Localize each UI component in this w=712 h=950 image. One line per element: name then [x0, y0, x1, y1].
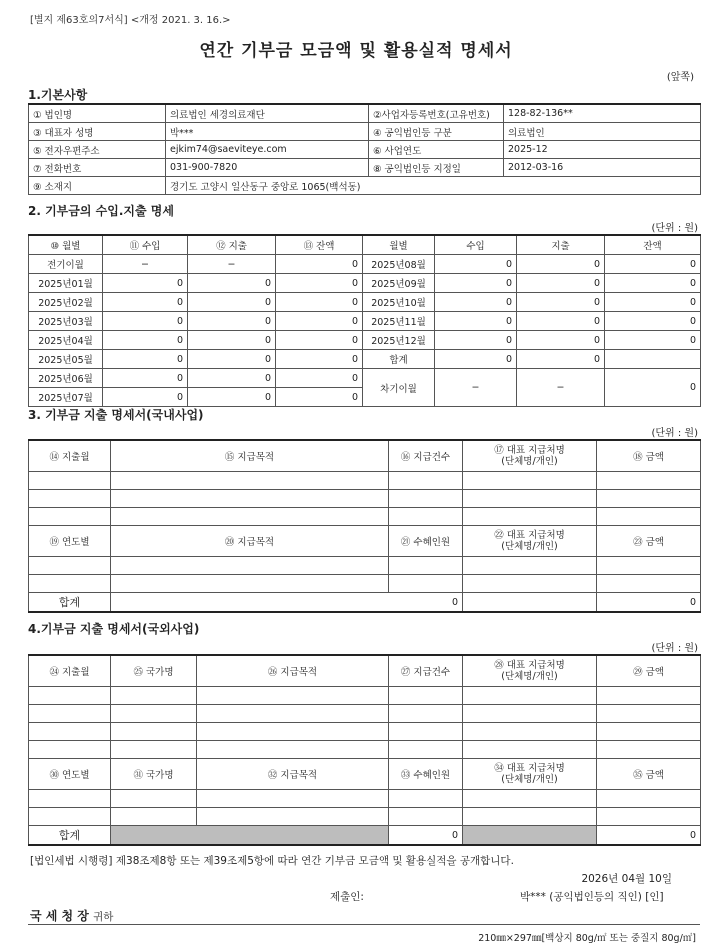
domestic-row: [29, 472, 701, 490]
month-cell: 2025년06월: [29, 369, 103, 388]
empty-cell: [29, 790, 111, 808]
amount-cell: 0: [517, 255, 605, 274]
empty-cell: [597, 790, 701, 808]
column-header: ㉜ 지급목적: [197, 759, 389, 790]
field-value: 의료법인: [504, 123, 701, 141]
front-side-label: (앞쪽): [666, 72, 694, 83]
empty-cell: [29, 490, 111, 508]
column-header: [463, 759, 597, 790]
amount-cell: 0: [605, 293, 701, 312]
overseas-header-row: [29, 759, 701, 790]
domestic-header-row: [29, 440, 701, 472]
empty-cell: [389, 808, 463, 826]
recipient-name: 국 세 청 장: [30, 909, 89, 923]
column-header: ㉖ 지급목적: [197, 655, 389, 687]
field-value: 031-900-7820: [166, 159, 369, 177]
empty-cell: [111, 687, 197, 705]
section-overseas-heading: 4.기부금 지출 명세서(국외사업): [28, 622, 200, 636]
domestic-header-row: [29, 526, 701, 557]
month-cell: 2025년10월: [363, 293, 435, 312]
amount-cell: 0: [188, 369, 276, 388]
column-header: ㉕ 국가명: [111, 655, 197, 687]
column-header: [463, 526, 597, 557]
empty-cell: [389, 741, 463, 759]
amount-cell: 0: [188, 350, 276, 369]
amount-cell: 0: [435, 274, 517, 293]
form-code: [별지 제63호의7서식] <개정 2021. 3. 16.>: [30, 15, 231, 26]
column-header: ⑭ 지출월: [29, 440, 111, 472]
empty-cell: [29, 741, 111, 759]
header-line: (단체명/개인): [501, 541, 558, 552]
column-header: 월별: [363, 235, 435, 255]
empty-cell: [597, 472, 701, 490]
amount-cell: 0: [276, 350, 363, 369]
carry-label: 차기이월: [363, 369, 435, 407]
overseas-row: [29, 808, 701, 826]
amount-cell: 0: [605, 331, 701, 350]
amount-cell: 0: [276, 388, 363, 407]
total-count: 0: [111, 593, 463, 613]
empty-cell: [463, 508, 597, 526]
empty-cell: [29, 808, 111, 826]
empty-cell: [389, 557, 463, 575]
empty-cell: [197, 723, 389, 741]
overseas-header-row: [29, 655, 701, 687]
empty-cell: [463, 557, 597, 575]
domestic-row: [29, 557, 701, 575]
amount-cell: 0: [276, 331, 363, 350]
carry-expense: −: [517, 369, 605, 407]
section-domestic-heading: 3. 기부금 지출 명세서(국내사업): [28, 408, 204, 422]
empty-cell: [597, 723, 701, 741]
total-count: 0: [389, 826, 463, 846]
recipient: [30, 907, 113, 924]
paper-spec: 210㎜×297㎜[백상지 80g/㎡ 또는 중질지 80g/㎡]: [478, 933, 696, 944]
field-label: ④ 공익법인등 구분: [369, 123, 504, 141]
header-line: ㉒ 대표 지급처명: [494, 530, 565, 541]
column-header: [463, 440, 597, 472]
amount-cell: 0: [605, 274, 701, 293]
amount-cell: 0: [103, 293, 188, 312]
empty-cell: [463, 687, 597, 705]
month-cell: 2025년05월: [29, 350, 103, 369]
amount-cell: 0: [435, 293, 517, 312]
domestic-total-row: [29, 593, 701, 613]
amount-cell: 0: [188, 388, 276, 407]
month-cell: 2025년12월: [363, 331, 435, 350]
basic-row: [29, 159, 701, 177]
empty-cell: [463, 723, 597, 741]
empty-cell: [463, 593, 597, 613]
column-header: ㉚ 연도별: [29, 759, 111, 790]
amount-cell: 0: [103, 388, 188, 407]
empty-cell: [29, 472, 111, 490]
amount-cell: 0: [276, 293, 363, 312]
overseas-unit: (단위 : 원): [651, 643, 698, 654]
column-header: ⑬ 잔액: [276, 235, 363, 255]
empty-cell: [389, 575, 463, 593]
empty-cell: [111, 723, 197, 741]
section-basic-heading: 1.기본사항: [28, 88, 88, 102]
domestic-row: [29, 508, 701, 526]
empty-cell: [111, 808, 197, 826]
empty-cell: [597, 808, 701, 826]
column-header: ⑳ 지급목적: [111, 526, 389, 557]
column-header: ㉓ 금액: [597, 526, 701, 557]
total-amount: 0: [597, 826, 701, 846]
amount-cell: 0: [103, 350, 188, 369]
empty-cell: [463, 575, 597, 593]
empty-cell: [463, 490, 597, 508]
page-title: 연간 기부금 모금액 및 활용실적 명세서: [199, 41, 513, 61]
empty-cell: [463, 705, 597, 723]
empty-cell: [597, 687, 701, 705]
amount-cell: 0: [188, 312, 276, 331]
income-row: [29, 369, 701, 388]
field-value: ejkim74@saeviteye.com: [166, 141, 369, 159]
carry-balance: 0: [605, 369, 701, 407]
column-header: ⑩ 월별: [29, 235, 103, 255]
shaded-cell: [463, 826, 597, 846]
basic-row: [29, 104, 701, 123]
empty-cell: [29, 705, 111, 723]
header-line: (단체명/개인): [501, 671, 558, 682]
total-label: 합계: [363, 350, 435, 369]
column-header: ㉟ 금액: [597, 759, 701, 790]
field-value: 2012-03-16: [504, 159, 701, 177]
header-line: ⑰ 대표 지급처명: [494, 445, 565, 456]
empty-cell: [389, 723, 463, 741]
overseas-row: [29, 723, 701, 741]
domestic-row: [29, 490, 701, 508]
column-header: ㉑ 수혜인원: [389, 526, 463, 557]
field-label: ⑦ 전화번호: [29, 159, 166, 177]
domestic-expense-table: [28, 439, 701, 613]
column-header: ㉛ 국가명: [111, 759, 197, 790]
income-row: [29, 293, 701, 312]
amount-cell: 0: [517, 274, 605, 293]
month-cell: 2025년09월: [363, 274, 435, 293]
recipient-suffix: 귀하: [93, 911, 114, 923]
field-label: ⑤ 전자우편주소: [29, 141, 166, 159]
empty-cell: [111, 557, 389, 575]
amount-cell: [605, 350, 701, 369]
empty-cell: [197, 741, 389, 759]
address-label: ⑨ 소재지: [29, 177, 166, 195]
field-value: 박***: [166, 123, 369, 141]
amount-cell: 0: [188, 331, 276, 350]
empty-cell: [463, 790, 597, 808]
overseas-expense-table: [28, 654, 701, 846]
empty-cell: [197, 808, 389, 826]
column-header: ㉝ 수혜인원: [389, 759, 463, 790]
empty-cell: [597, 575, 701, 593]
amount-cell: 0: [435, 312, 517, 331]
empty-cell: [597, 705, 701, 723]
header-line: (단체명/개인): [501, 456, 558, 467]
amount-cell: 0: [103, 331, 188, 350]
column-header: ⑮ 지급목적: [111, 440, 389, 472]
shaded-cell: [111, 826, 389, 846]
column-header: ⑱ 금액: [597, 440, 701, 472]
income-row: [29, 255, 701, 274]
column-header: ㉔ 지출월: [29, 655, 111, 687]
amount-cell: 0: [435, 255, 517, 274]
empty-cell: [111, 575, 389, 593]
month-cell: 2025년11월: [363, 312, 435, 331]
field-label: ⑧ 공익법인등 지정일: [369, 159, 504, 177]
empty-cell: [463, 741, 597, 759]
month-cell: 2025년02월: [29, 293, 103, 312]
month-cell: 2025년07월: [29, 388, 103, 407]
amount-cell: 0: [276, 255, 363, 274]
empty-cell: [389, 687, 463, 705]
submitter: 박*** (공익법인등의 직인) [인]: [520, 891, 664, 903]
empty-cell: [463, 472, 597, 490]
amount-cell: 0: [103, 274, 188, 293]
income-unit: (단위 : 원): [651, 223, 698, 234]
overseas-row: [29, 705, 701, 723]
month-cell: 2025년08월: [363, 255, 435, 274]
column-header: [463, 655, 597, 687]
column-header: ㉗ 지급건수: [389, 655, 463, 687]
empty-cell: [111, 790, 197, 808]
field-label: ③ 대표자 성명: [29, 123, 166, 141]
submitter-label: 제출인:: [330, 891, 364, 903]
empty-cell: [111, 705, 197, 723]
header-line: ㉞ 대표 지급처명: [494, 763, 565, 774]
empty-cell: [197, 705, 389, 723]
empty-cell: [29, 557, 111, 575]
amount-cell: 0: [103, 369, 188, 388]
empty-cell: [389, 490, 463, 508]
amount-cell: 0: [605, 255, 701, 274]
income-expense-table: [28, 234, 701, 407]
section-income-heading: 2. 기부금의 수입.지출 명세: [28, 204, 174, 218]
empty-cell: [29, 508, 111, 526]
overseas-row: [29, 687, 701, 705]
empty-cell: [197, 687, 389, 705]
overseas-row: [29, 790, 701, 808]
column-header: ⑪ 수입: [103, 235, 188, 255]
amount-cell: 0: [276, 312, 363, 331]
field-value: 128-82-136**: [504, 104, 701, 123]
overseas-total-row: [29, 826, 701, 846]
empty-cell: [29, 687, 111, 705]
income-header-row: [29, 235, 701, 255]
empty-cell: [597, 508, 701, 526]
amount-cell: 0: [435, 331, 517, 350]
amount-cell: 0: [188, 293, 276, 312]
empty-cell: [197, 790, 389, 808]
basic-row: [29, 141, 701, 159]
amount-cell: 0: [276, 274, 363, 293]
carry-income: −: [435, 369, 517, 407]
legal-note: [법인세법 시행령] 제38조제8항 또는 제39조제5항에 따라 연간 기부금 모금액 및 활용실적을 공개합니다.: [30, 855, 514, 867]
header-line: ㉘ 대표 지급처명: [494, 660, 565, 671]
field-label: ⑥ 사업연도: [369, 141, 504, 159]
empty-cell: [111, 472, 389, 490]
amount-cell: 0: [605, 312, 701, 331]
amount-cell: −: [188, 255, 276, 274]
empty-cell: [111, 508, 389, 526]
empty-cell: [463, 808, 597, 826]
empty-cell: [111, 490, 389, 508]
amount-cell: 0: [517, 312, 605, 331]
domestic-unit: (단위 : 원): [651, 428, 698, 439]
domestic-row: [29, 575, 701, 593]
empty-cell: [597, 557, 701, 575]
empty-cell: [389, 508, 463, 526]
amount-cell: 0: [188, 274, 276, 293]
basic-info-table: [28, 103, 701, 195]
total-label: 합계: [29, 826, 111, 846]
income-row: [29, 274, 701, 293]
column-header: 수입: [435, 235, 517, 255]
empty-cell: [29, 575, 111, 593]
bottom-divider: [28, 924, 700, 925]
empty-cell: [111, 741, 197, 759]
column-header: ㉙ 금액: [597, 655, 701, 687]
income-row: [29, 350, 701, 369]
empty-cell: [29, 723, 111, 741]
column-header: 잔액: [605, 235, 701, 255]
month-cell: 2025년01월: [29, 274, 103, 293]
empty-cell: [597, 741, 701, 759]
column-header: ⑫ 지출: [188, 235, 276, 255]
empty-cell: [597, 490, 701, 508]
amount-cell: 0: [276, 369, 363, 388]
total-label: 합계: [29, 593, 111, 613]
submit-date: 2026년 04월 10일: [581, 873, 672, 885]
empty-cell: [389, 472, 463, 490]
header-line: (단체명/개인): [501, 774, 558, 785]
month-cell: 2025년03월: [29, 312, 103, 331]
empty-cell: [389, 790, 463, 808]
amount-cell: 0: [103, 312, 188, 331]
basic-row: [29, 177, 701, 195]
field-value: 의료법인 세경의료재단: [166, 104, 369, 123]
amount-cell: 0: [517, 331, 605, 350]
amount-cell: 0: [517, 293, 605, 312]
income-row: [29, 331, 701, 350]
column-header: ⑯ 지급건수: [389, 440, 463, 472]
field-label: ① 법인명: [29, 104, 166, 123]
column-header: 지출: [517, 235, 605, 255]
address-value: 경기도 고양시 일산동구 중앙로 1065(백석동): [166, 177, 701, 195]
overseas-row: [29, 741, 701, 759]
field-label: ②사업자등록번호(고유번호): [369, 104, 504, 123]
column-header: ⑲ 연도별: [29, 526, 111, 557]
total-amount: 0: [597, 593, 701, 613]
income-row: [29, 312, 701, 331]
field-value: 2025-12: [504, 141, 701, 159]
month-cell: 전기이월: [29, 255, 103, 274]
amount-cell: −: [103, 255, 188, 274]
basic-row: [29, 123, 701, 141]
amount-cell: 0: [517, 350, 605, 369]
amount-cell: 0: [435, 350, 517, 369]
month-cell: 2025년04월: [29, 331, 103, 350]
empty-cell: [389, 705, 463, 723]
